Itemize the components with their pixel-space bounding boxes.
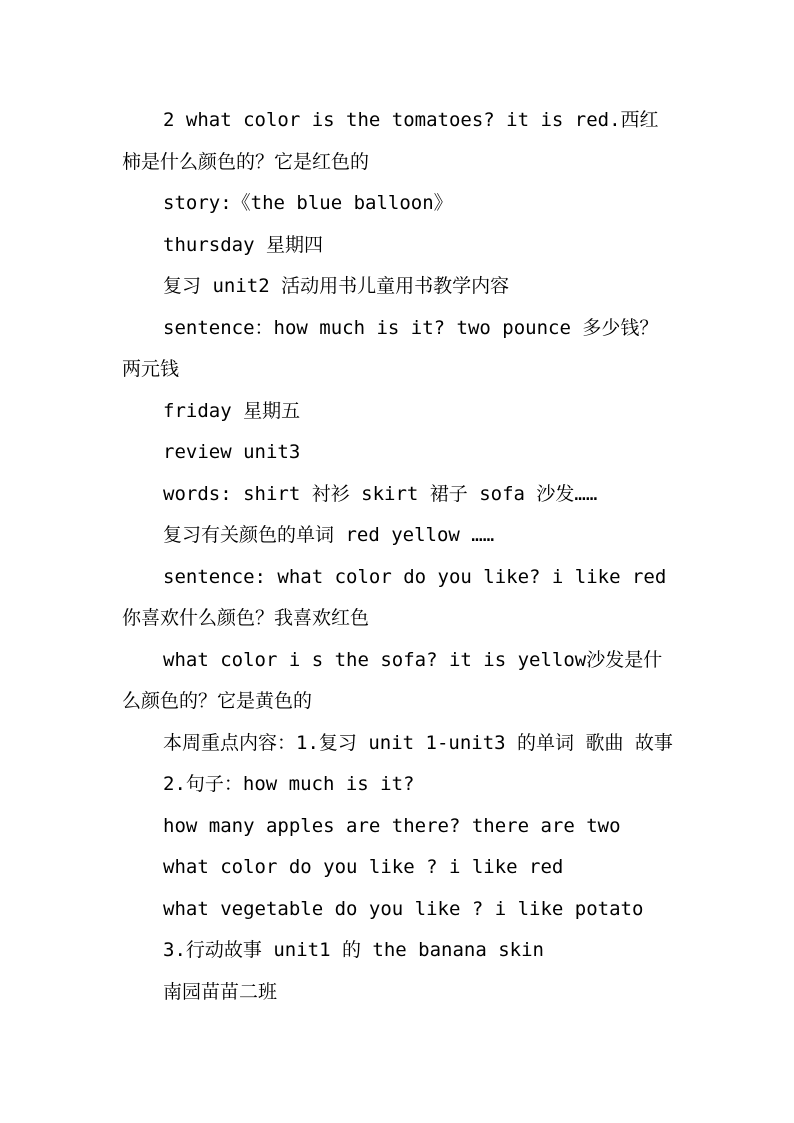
paragraph-class-name: 南园苗苗二班 <box>163 980 278 1003</box>
paragraph-review-unit3: review unit3 <box>163 441 301 463</box>
paragraph-friday: friday 星期五 <box>163 399 301 422</box>
paragraph-story: story:《the blue balloon》 <box>163 192 453 214</box>
paragraph-color-words: 复习有关颜色的单词 red yellow …… <box>163 524 495 546</box>
paragraph-thursday: thursday 星期四 <box>163 233 323 256</box>
paragraph-tomato-question: 2 what color is the tomatoes? it is red.西红柿是什么颜色的？它是红色的 <box>122 109 659 173</box>
paragraph-color-sentence: sentence: what color do you like? i like red 你喜欢什么颜色？我喜欢红色 <box>122 565 667 629</box>
document-page <box>122 100 674 1013</box>
paragraph-weekly-focus: 本周重点内容：1.复习 unit 1-unit3 的单词 歌曲 故事 <box>163 731 673 754</box>
paragraph-like-color-sentence: what color do you like ? i like red <box>163 856 564 878</box>
paragraph-sofa-sentence: what color i s the sofa? it is yellow沙发是什么颜色的？它是黄色的 <box>122 648 663 712</box>
paragraph-sentences-heading: 2.句子：how much is it? <box>163 773 415 795</box>
paragraph-vegetable-sentence: what vegetable do you like ? i like potato <box>163 897 644 920</box>
paragraph-apples-sentence: how many apples are there? there are two <box>163 814 621 837</box>
paragraph-words: words: shirt 衬衫 skirt 裙子 sofa 沙发…… <box>163 482 598 505</box>
paragraph-action-story: 3.行动故事 unit1 的 the banana skin <box>163 939 544 961</box>
paragraph-review-unit2: 复习 unit2 活动用书儿童用书教学内容 <box>163 275 510 297</box>
paragraph-how-much-sentence: sentence：how much is it? two pounce 多少钱？两元钱 <box>122 316 659 380</box>
